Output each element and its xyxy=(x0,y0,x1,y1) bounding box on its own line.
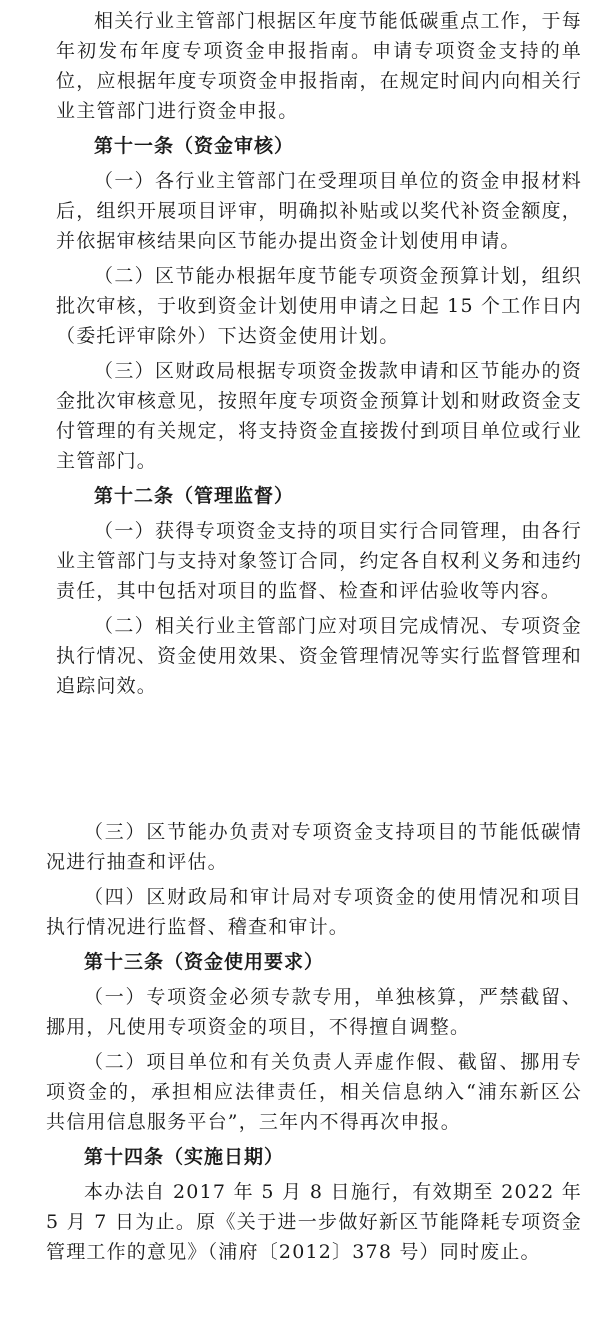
paragraph-article-13-item-1: （一）专项资金必须专款专用，单独核算，严禁截留、挪用，凡使用专项资金的项目，不得擅自调整。 xyxy=(46,986,582,1038)
paragraph-article-12-item-2: （二）相关行业主管部门应对项目完成情况、专项资金执行情况、资金使用效果、资金管理情况等实行监督管理和追踪问效。 xyxy=(56,615,582,697)
document-block-bottom xyxy=(0,817,600,1267)
paragraph-article-13-item-2: （二）项目单位和有关负责人弄虚作假、截留、挪用专项资金的，承担相应法律责任，相关信息纳入“浦东新区公共信用信息服务平台”，三年内不得再次申报。 xyxy=(46,1051,582,1133)
paragraph-article-12-item-3: （三）区节能办负责对专项资金支持项目的节能低碳情况进行抽查和评估。 xyxy=(46,821,582,873)
paragraph-article-14-text: 本办法自 2017 年 5 月 8 日施行，有效期至 2022 年 5 月 7 日为止。原《关于进一步做好新区节能降耗专项资金管理工作的意见》（浦府〔2012〕378 号）同时废止。 xyxy=(46,1181,582,1263)
paragraph-application-guide: 相关行业主管部门根据区年度节能低碳重点工作，于每年初发布年度专项资金申报指南。申请专项资金支持的单位，应根据年度专项资金申报指南，在规定时间内向相关行业主管部门进行资金申报。 xyxy=(56,10,582,122)
heading-article-14: 第十四条（实施日期） xyxy=(84,1146,285,1168)
heading-article-13: 第十三条（资金使用要求） xyxy=(84,951,325,973)
document-block-top xyxy=(0,6,600,701)
heading-article-12: 第十二条（管理监督） xyxy=(94,485,295,507)
paragraph-article-12-item-1: （一）获得专项资金支持的项目实行合同管理，由各行业主管部门与支持对象签订合同，约定各自权利义务和违约责任，其中包括对项目的监督、检查和评估验收等内容。 xyxy=(56,520,582,602)
paragraph-article-11-item-1: （一）各行业主管部门在受理项目单位的资金申报材料后，组织开展项目评审，明确拟补贴或以奖代补资金额度，并依据审核结果向区节能办提出资金计划使用申请。 xyxy=(56,170,582,252)
paragraph-article-11-item-2: （二）区节能办根据年度节能专项资金预算计划，组织批次审核，于收到资金计划使用申请之日起 15 个工作日内（委托评审除外）下达资金使用计划。 xyxy=(56,265,582,347)
paragraph-article-12-item-4: （四）区财政局和审计局对专项资金的使用情况和项目执行情况进行监督、稽查和审计。 xyxy=(46,886,582,938)
paragraph-article-11-item-3: （三）区财政局根据专项资金拨款申请和区节能办的资金批次审核意见，按照年度专项资金预算计划和财政资金支付管理的有关规定，将支持资金直接拨付到项目单位或行业主管部门。 xyxy=(56,360,582,472)
heading-article-11: 第十一条（资金审核） xyxy=(94,135,295,157)
